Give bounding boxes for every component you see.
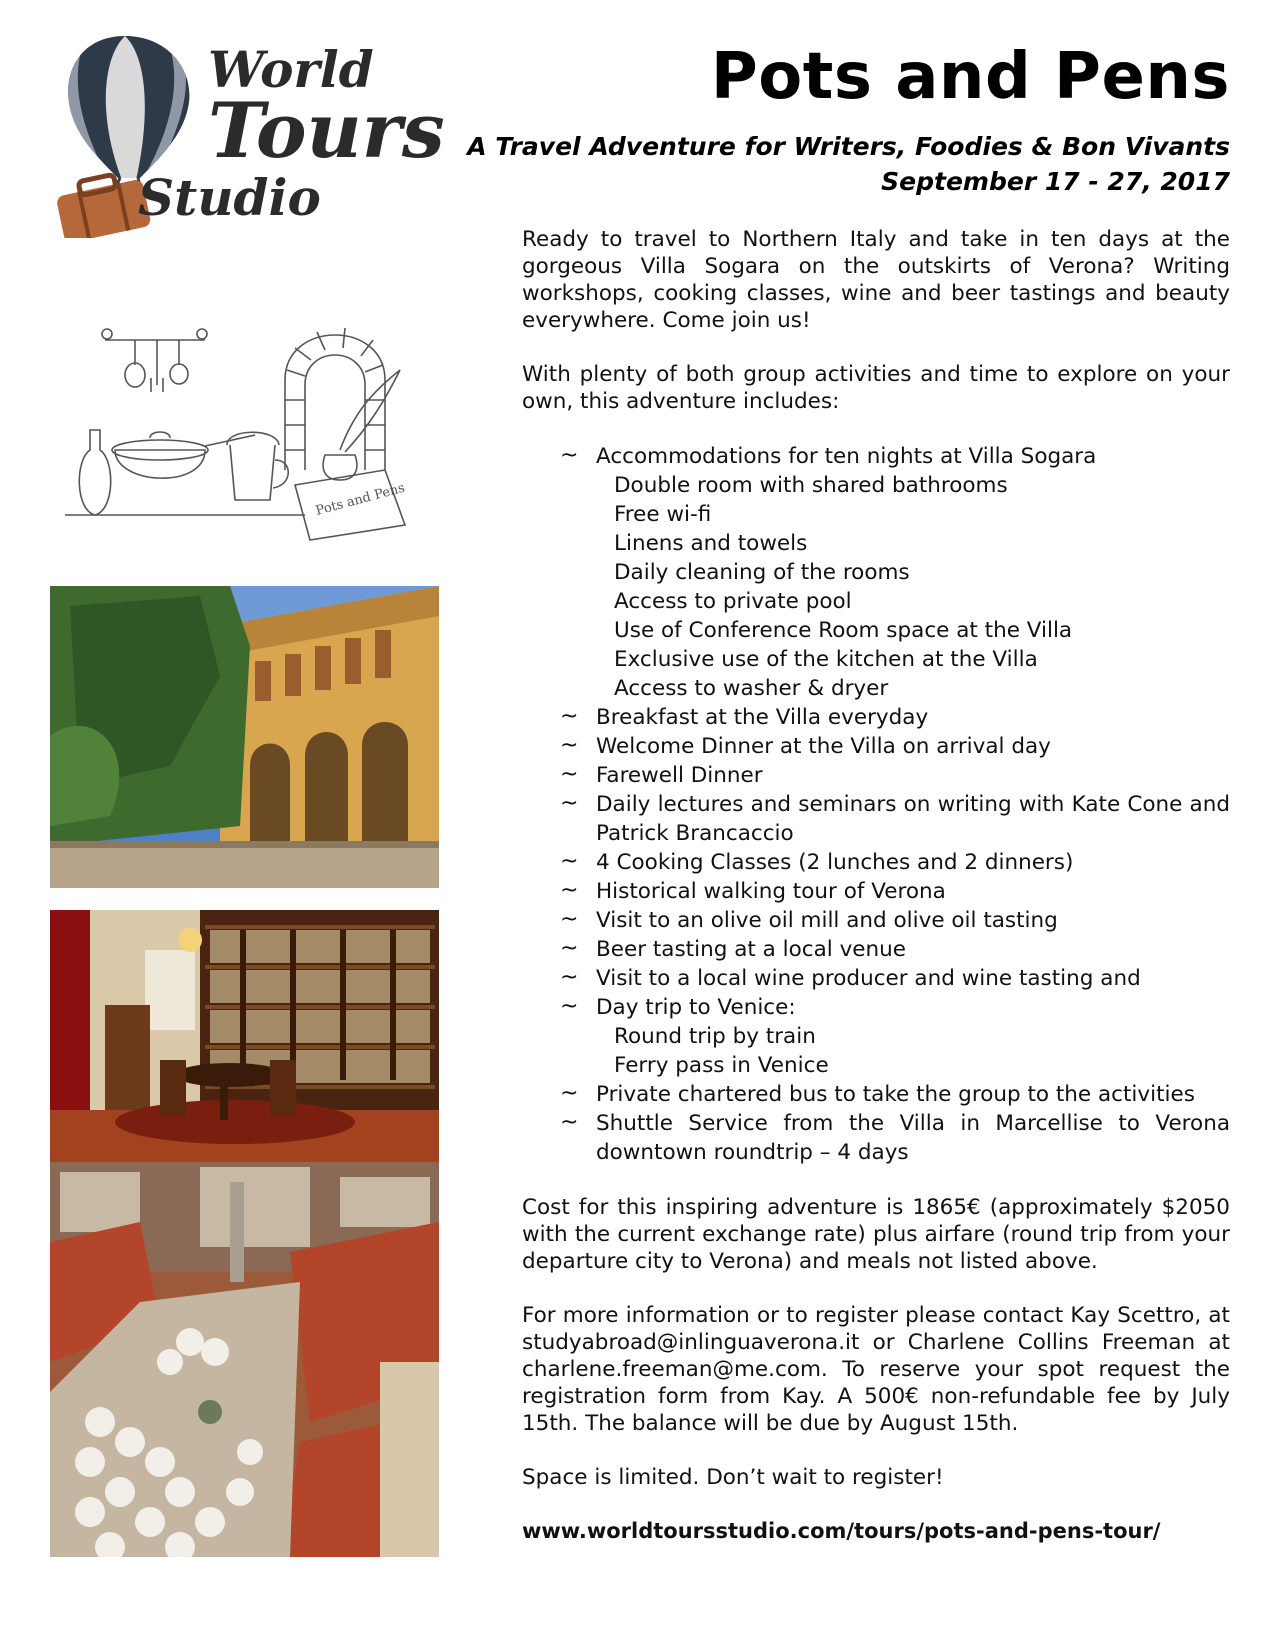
list-item: ~ Visit to an olive oil mill and olive oil tasting <box>522 906 1230 935</box>
sub-list-item: Access to washer & dryer <box>614 676 889 701</box>
sketch-note-text: Pots and Pens <box>314 480 407 519</box>
list-item: ~ Beer tasting at a local venue <box>522 935 1230 964</box>
closing-paragraph: Space is limited. Don’t wait to register! <box>522 1465 944 1490</box>
logo-word-tours: Tours <box>208 86 445 175</box>
list-item: ~ Accommodations for ten nights at Villa Sogara Double room with shared bathrooms Free wi-fi Linens and towels Daily cleaning of the rooms Access to private pool Use of Conference Room space at the Villa Exclusive use of the kitchen at the Villa Access to washer & dryer <box>522 442 1230 703</box>
verona-piazza-aerial-photo <box>50 1162 439 1557</box>
tour-url-link[interactable]: www.worldtoursstudio.com/tours/pots-and-pens-tour/ <box>522 1519 1161 1543</box>
beer-mug-icon <box>227 432 288 500</box>
list-item: ~ Private chartered bus to take the group to the activities <box>522 1080 1230 1109</box>
sub-list-item: Linens and towels <box>614 531 808 556</box>
page-subtitle: A Travel Adventure for Writers, Foodies & Bon Vivants <box>467 132 1230 161</box>
list-item: ~ 4 Cooking Classes (2 lunches and 2 dinners) <box>522 848 1230 877</box>
sub-list-item: Daily cleaning of the rooms <box>614 560 910 585</box>
list-item: ~ Historical walking tour of Verona <box>522 877 1230 906</box>
list-item: ~ Breakfast at the Villa everyday <box>522 703 1230 732</box>
includes-list <box>522 442 1230 1167</box>
sub-list-item: Use of Conference Room space at the Villa <box>614 618 1073 643</box>
page-title: Pots and Pens <box>710 40 1230 114</box>
sub-list-item: Access to private pool <box>614 589 852 614</box>
utensil-rack-icon <box>102 329 207 392</box>
contact-paragraph: For more information or to register please contact Kay Scettro, at studyabroad@inlinguaverona.it or Charlene Collins Freeman at charlene.freeman@me.com. To reserve your spot request the registration form from Kay. A 500€ non-refundable fee by July 15th. The balance will be due by August 15th. <box>522 1303 1230 1436</box>
villa-courtyard-photo <box>50 586 439 888</box>
list-item: ~ Daily lectures and seminars on writing with Kate Cone and Patrick Brancaccio <box>522 790 1230 848</box>
sub-list-item: Ferry pass in Venice <box>614 1053 829 1078</box>
sub-list <box>596 1022 1230 1080</box>
cost-paragraph: Cost for this inspiring adventure is 1865€ (approximately $2050 with the current exchange rate) plus airfare (round trip from your departure city to Verona) and meals not listed above. <box>522 1195 1230 1274</box>
list-item: ~ Farewell Dinner <box>522 761 1230 790</box>
cooking-pot-icon <box>112 432 255 478</box>
list-item: ~ Shuttle Service from the Villa in Marcellise to Verona downtown roundtrip – 4 days <box>522 1109 1230 1167</box>
tour-dates: September 17 - 27, 2017 <box>881 167 1230 196</box>
body-column <box>522 226 1230 1545</box>
logo-word-world: World <box>208 40 374 99</box>
logo <box>40 28 445 238</box>
includes-intro-paragraph: With plenty of both group activities and time to explore on your own, this adventure includes: <box>522 362 1230 414</box>
quill-inkpot-icon <box>323 370 400 480</box>
sub-list-item: Double room with shared bathrooms <box>614 473 1008 498</box>
sub-list-item: Exclusive use of the kitchen at the Villa <box>614 647 1038 672</box>
logo-word-studio: Studio <box>138 168 321 227</box>
list-item: ~ Visit to a local wine producer and wine tasting and <box>522 964 1230 993</box>
list-item: ~ Welcome Dinner at the Villa on arrival day <box>522 732 1230 761</box>
sub-list-item: Free wi-fi <box>614 502 712 527</box>
library-room-photo <box>50 910 439 1162</box>
sub-list-item: Round trip by train <box>614 1024 816 1049</box>
sub-list <box>596 471 1230 703</box>
list-item: ~ Day trip to Venice: Round trip by train Ferry pass in Venice <box>522 993 1230 1080</box>
intro-paragraph: Ready to travel to Northern Italy and take in ten days at the gorgeous Villa Sogara on the outskirts of Verona? Writing workshops, cooking classes, wine and beer tastings and beauty everywhere. Come join us! <box>522 227 1230 333</box>
kitchen-sketch-illustration <box>55 310 435 550</box>
bottle-icon <box>79 430 110 515</box>
